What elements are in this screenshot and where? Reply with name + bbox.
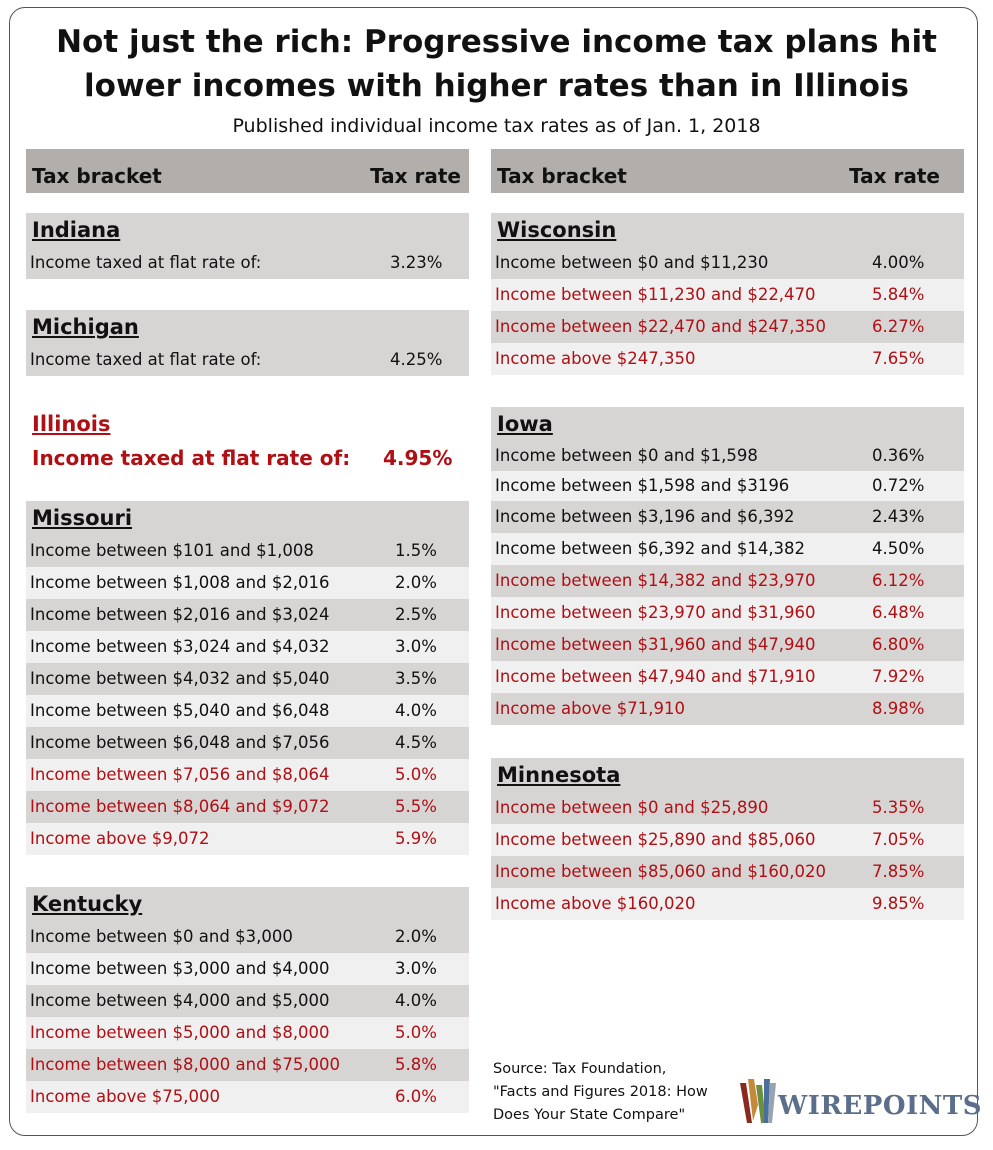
state-name-kentucky: Kentucky: [26, 887, 469, 921]
subtitle: Published individual income tax rates as of Jan. 1, 2018: [232, 115, 761, 137]
bracket-rate: 5.8%: [395, 1055, 437, 1074]
state-name-missouri: Missouri: [26, 501, 469, 535]
source-line-1: Source: Tax Foundation,: [493, 1061, 667, 1077]
table-row: [26, 1081, 469, 1113]
table-row: [26, 599, 469, 631]
table-row: [491, 629, 964, 661]
table-row: [26, 631, 469, 663]
table-row: [26, 567, 469, 599]
bracket-rate: 0.36%: [872, 446, 925, 465]
wirepoints-logo-mark-icon: [738, 1075, 778, 1127]
bracket-label: Income between $31,960 and $47,940: [495, 635, 816, 654]
source-line-2: "Facts and Figures 2018: How: [493, 1084, 708, 1100]
bracket-rate: 4.5%: [395, 733, 437, 752]
table-row: [26, 247, 469, 279]
table-row: [491, 792, 964, 824]
table-row: [491, 597, 964, 629]
bracket-label: Income between $4,000 and $5,000: [30, 991, 330, 1010]
page-title: [0, 20, 993, 108]
bracket-rate: 4.00%: [872, 253, 925, 272]
table-row: [26, 1049, 469, 1081]
bracket-rate: 5.35%: [872, 798, 925, 817]
table-row: [491, 856, 964, 888]
table-row: [26, 663, 469, 695]
bracket-rate: 6.48%: [872, 603, 925, 622]
table-row: [491, 693, 964, 725]
bracket-rate: 7.92%: [872, 667, 925, 686]
bracket-label: Income above $160,020: [495, 894, 696, 913]
bracket-rate: 8.98%: [872, 699, 925, 718]
bracket-rate: 2.43%: [872, 507, 925, 526]
right-header-rate: Tax rate: [849, 164, 940, 188]
table-row: [491, 533, 964, 565]
section-kentucky: [26, 887, 469, 1113]
section-iowa: [491, 407, 964, 725]
left-header-bracket: Tax bracket: [32, 164, 162, 188]
table-row: [26, 727, 469, 759]
left-header-rate: Tax rate: [370, 164, 461, 188]
bracket-rate: 5.9%: [395, 829, 437, 848]
bracket-rate: 3.23%: [390, 253, 443, 272]
table-row: [491, 343, 964, 375]
bracket-label: Income above $71,910: [495, 699, 686, 718]
table-row: [491, 888, 964, 920]
bracket-label: Income between $6,392 and $14,382: [495, 539, 806, 558]
bracket-rate: 7.65%: [872, 349, 925, 368]
bracket-rate: 6.12%: [872, 571, 925, 590]
wirepoints-logo: [738, 1075, 983, 1127]
source-note: [493, 1058, 708, 1127]
bracket-rate: 2.0%: [395, 927, 437, 946]
right-table-header: [491, 149, 964, 193]
section-michigan: [26, 310, 469, 376]
bracket-rate: 2.0%: [395, 573, 437, 592]
table-row: [26, 921, 469, 953]
bracket-label: Income taxed at flat rate of:: [30, 253, 262, 272]
bracket-label: Income above $75,000: [30, 1087, 221, 1106]
table-row: [26, 695, 469, 727]
table-row: [491, 311, 964, 343]
state-name-michigan: Michigan: [26, 310, 469, 344]
bracket-label: Income between $11,230 and $22,470: [495, 285, 816, 304]
section-indiana: [26, 213, 469, 279]
bracket-rate: 6.27%: [872, 317, 925, 336]
bracket-rate: 6.0%: [395, 1087, 437, 1106]
bracket-label: Income between $1,008 and $2,016: [30, 573, 330, 592]
bracket-rate: 7.85%: [872, 862, 925, 881]
bracket-rate: 2.5%: [395, 605, 437, 624]
bracket-label: Income between $5,040 and $6,048: [30, 701, 330, 720]
table-row: [491, 824, 964, 856]
title-line-1: Not just the rich: Progressive income tax plans hit: [56, 24, 937, 60]
table-row: [491, 247, 964, 279]
bracket-rate: 4.95%: [383, 446, 453, 470]
left-table-header: [26, 149, 469, 193]
bracket-rate: 4.0%: [395, 991, 437, 1010]
bracket-label: Income between $5,000 and $8,000: [30, 1023, 330, 1042]
bracket-label: Income between $8,000 and $75,000: [30, 1055, 341, 1074]
bracket-rate: 7.05%: [872, 830, 925, 849]
bracket-label: Income between $7,056 and $8,064: [30, 765, 330, 784]
table-row: [26, 791, 469, 823]
bracket-label: Income between $23,970 and $31,960: [495, 603, 816, 622]
bracket-rate: 1.5%: [395, 541, 437, 560]
bracket-rate: 5.0%: [395, 765, 437, 784]
bracket-label: Income between $0 and $11,230: [495, 253, 769, 272]
bracket-rate: 3.5%: [395, 669, 437, 688]
table-row: [491, 279, 964, 311]
state-name-illinois: Illinois: [32, 412, 111, 436]
bracket-rate: 0.72%: [872, 476, 925, 495]
state-name-indiana: Indiana: [26, 213, 469, 247]
bracket-label: Income between $3,024 and $4,032: [30, 637, 330, 656]
bracket-label: Income between $101 and $1,008: [30, 541, 314, 560]
bracket-label: Income above $9,072: [30, 829, 210, 848]
state-name-wisconsin: Wisconsin: [491, 213, 964, 247]
bracket-label: Income between $2,016 and $3,024: [30, 605, 330, 624]
bracket-rate: 4.0%: [395, 701, 437, 720]
bracket-label: Income between $3,000 and $4,000: [30, 959, 330, 978]
bracket-label: Income between $0 and $3,000: [30, 927, 293, 946]
bracket-label: Income taxed at flat rate of:: [30, 350, 262, 369]
illinois-flat-rate-row: [26, 440, 469, 476]
section-illinois: [26, 408, 469, 476]
bracket-label: Income between $8,064 and $9,072: [30, 797, 330, 816]
bracket-label: Income between $6,048 and $7,056: [30, 733, 330, 752]
bracket-label: Income between $0 and $25,890: [495, 798, 769, 817]
table-row: [26, 535, 469, 567]
table-row: [26, 953, 469, 985]
section-wisconsin: [491, 213, 964, 375]
table-row: [26, 985, 469, 1017]
bracket-rate: 9.85%: [872, 894, 925, 913]
section-missouri: [26, 501, 469, 855]
table-row: [26, 823, 469, 855]
bracket-label: Income between $85,060 and $160,020: [495, 862, 827, 881]
source-line-3: Does Your State Compare": [493, 1107, 686, 1123]
bracket-rate: 5.84%: [872, 285, 925, 304]
bracket-rate: 4.50%: [872, 539, 925, 558]
right-header-bracket: Tax bracket: [497, 164, 627, 188]
bracket-rate: 6.80%: [872, 635, 925, 654]
bracket-rate: 3.0%: [395, 637, 437, 656]
table-row: [26, 759, 469, 791]
logo-wordmark: WIREPOINTS: [778, 1091, 983, 1121]
bracket-label: Income between $47,940 and $71,910: [495, 667, 816, 686]
table-row: [491, 441, 964, 471]
table-row: [26, 344, 469, 376]
bracket-rate: 4.25%: [390, 350, 443, 369]
bracket-label: Income between $1,598 and $3196: [495, 476, 790, 495]
bracket-label: Income between $3,196 and $6,392: [495, 507, 795, 526]
bracket-label: Income between $25,890 and $85,060: [495, 830, 816, 849]
state-name-iowa: Iowa: [491, 407, 964, 441]
table-row: [26, 1017, 469, 1049]
table-row: [491, 661, 964, 693]
table-row: [491, 471, 964, 501]
bracket-label: Income between $4,032 and $5,040: [30, 669, 330, 688]
bracket-rate: 5.5%: [395, 797, 437, 816]
section-minnesota: [491, 758, 964, 920]
state-name-minnesota: Minnesota: [491, 758, 964, 792]
title-line-2: lower incomes with higher rates than in Illinois: [84, 68, 909, 104]
bracket-rate: 5.0%: [395, 1023, 437, 1042]
table-row: [491, 501, 964, 533]
bracket-label: Income between $14,382 and $23,970: [495, 571, 816, 590]
bracket-label: Income between $22,470 and $247,350: [495, 317, 827, 336]
bracket-label: Income between $0 and $1,598: [495, 446, 758, 465]
bracket-label: Income above $247,350: [495, 349, 696, 368]
bracket-rate: 3.0%: [395, 959, 437, 978]
table-row: [491, 565, 964, 597]
bracket-label: Income taxed at flat rate of:: [32, 446, 351, 470]
